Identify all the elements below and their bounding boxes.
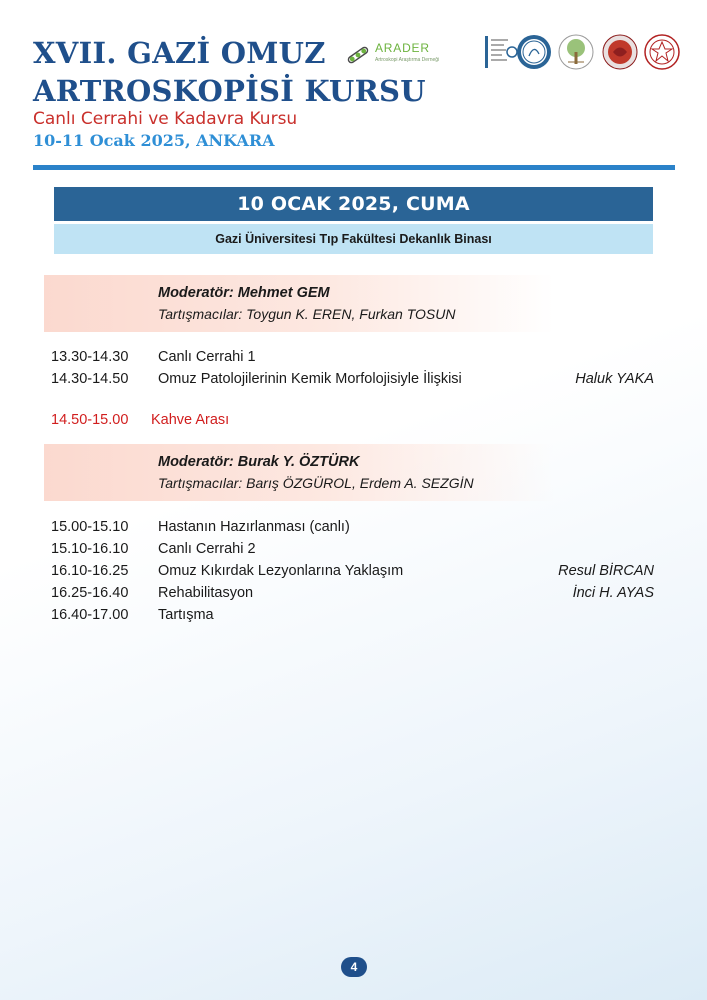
arader-logo-icon [345, 42, 371, 68]
session1-moderator: Moderatör: Mehmet GEM [158, 285, 330, 301]
venue: Gazi Üniversitesi Tıp Fakültesi Dekanlık Binası [54, 224, 653, 254]
row-topic: Rehabilitasyon [158, 585, 254, 601]
row-time: 15.00-15.10 [51, 519, 129, 535]
society-seal-icon [516, 34, 552, 70]
row-speaker: Haluk YAKA [575, 371, 654, 387]
break-time: 14.50-15.00 [51, 412, 129, 428]
course-title-line2: ARTROSKOPİSİ KURSU [33, 74, 426, 108]
session1-moderator-box [44, 275, 554, 332]
row-speaker: Resul BİRCAN [558, 563, 654, 579]
row-topic: Tartışma [158, 607, 214, 623]
arader-name: ARADER [375, 41, 430, 55]
row-topic: Omuz Kıkırdak Lezyonlarına Yaklaşım [158, 563, 404, 579]
arader-subtitle: Artroskopi Araştırma Derneği [375, 57, 440, 63]
anatomy-seal-icon [602, 34, 638, 70]
program-row [51, 371, 654, 391]
row-time: 14.30-14.50 [51, 371, 129, 387]
course-subtitle: Canlı Cerrahi ve Kadavra Kursu [33, 109, 298, 129]
sponsor-logos [345, 34, 685, 76]
row-topic: Omuz Patolojilerinin Kemik Morfolojisiyle İlişkisi [158, 371, 462, 387]
program-row [51, 563, 654, 583]
tree-seal-icon [558, 34, 594, 70]
program-row [51, 607, 654, 627]
program-row [51, 585, 654, 605]
university-seal-icon [644, 34, 680, 70]
program-row [51, 541, 654, 561]
session2-discussants: Tartışmacılar: Barış ÖZGÜROL, Erdem A. SEZGİN [158, 475, 474, 491]
break-label: Kahve Arası [151, 412, 230, 428]
row-topic: Canlı Cerrahi 1 [158, 349, 256, 365]
row-time: 16.25-16.40 [51, 585, 129, 601]
row-time: 16.10-16.25 [51, 563, 129, 579]
header-divider [33, 165, 675, 170]
row-time: 15.10-16.10 [51, 541, 129, 557]
session1-discussants: Tartışmacılar: Toygun K. EREN, Furkan TOSUN [158, 306, 456, 322]
row-speaker: İnci H. AYAS [572, 585, 654, 601]
row-time: 13.30-14.30 [51, 349, 129, 365]
course-title-line1: XVII. GAZİ OMUZ [33, 36, 326, 70]
program-row [51, 519, 654, 539]
tuss-logo-icon [482, 34, 518, 70]
session2-moderator-box [44, 444, 554, 501]
row-time: 16.40-17.00 [51, 607, 129, 623]
coffee-break-row [51, 412, 654, 432]
page-number: 4 [341, 957, 367, 977]
row-topic: Hastanın Hazırlanması (canlı) [158, 519, 350, 535]
program-row [51, 349, 654, 369]
session2-moderator: Moderatör: Burak Y. ÖZTÜRK [158, 454, 360, 470]
day-title: 10 OCAK 2025, CUMA [54, 187, 653, 221]
row-topic: Canlı Cerrahi 2 [158, 541, 256, 557]
course-date-place: 10-11 Ocak 2025, ANKARA [33, 131, 275, 150]
arader-logo [345, 38, 455, 74]
